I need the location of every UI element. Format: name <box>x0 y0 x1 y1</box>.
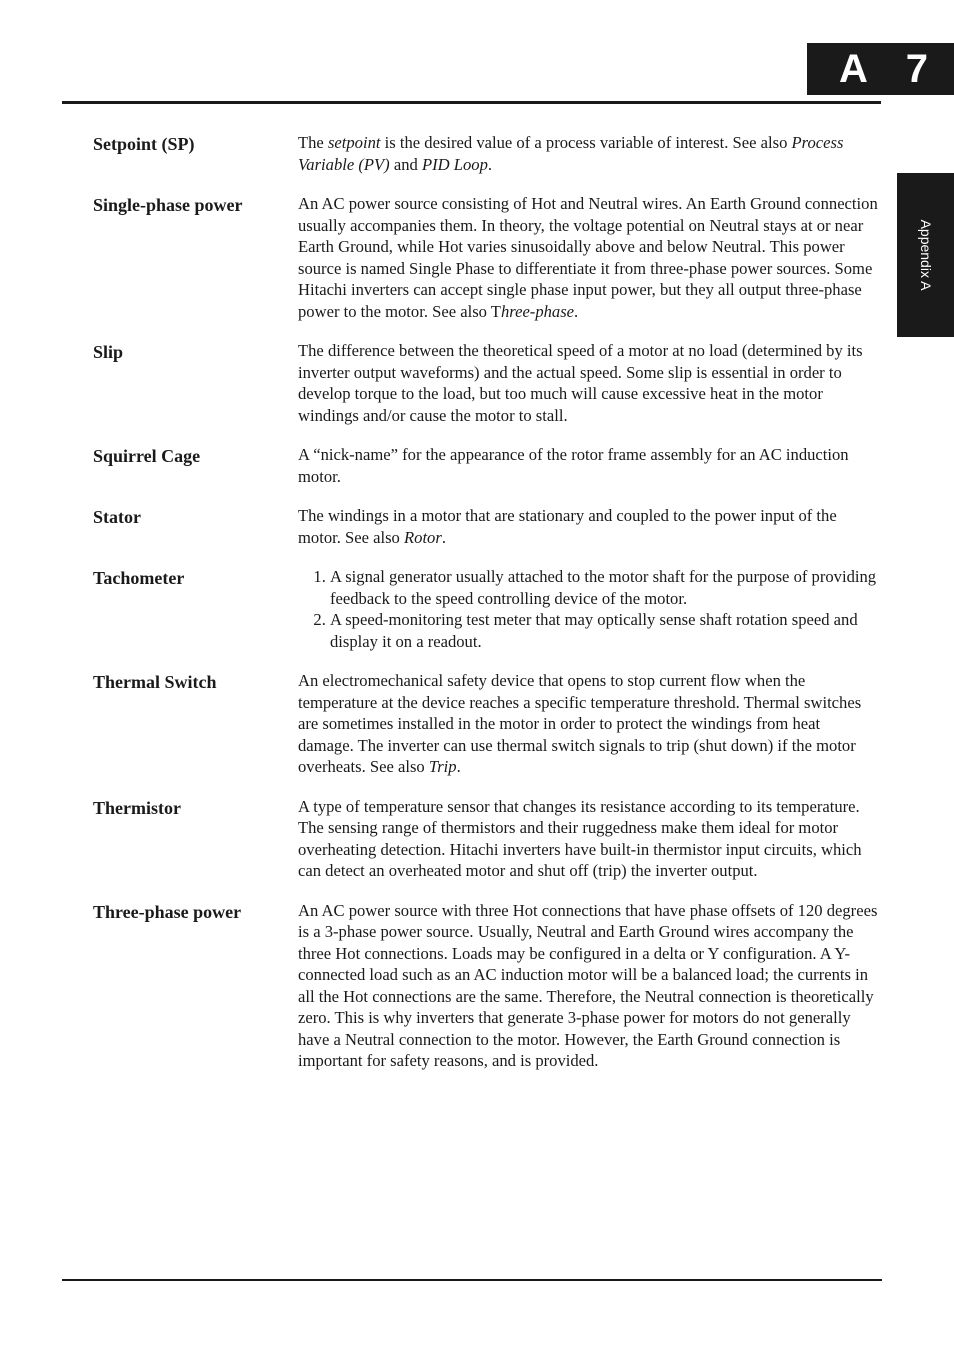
glossary-entry <box>93 193 883 322</box>
section-letter: A <box>839 46 868 91</box>
glossary-entry <box>93 132 883 175</box>
glossary-term: Stator <box>93 507 141 527</box>
glossary-definition <box>298 566 878 652</box>
glossary-term: Single-phase power <box>93 195 243 215</box>
appendix-side-tab <box>897 173 954 337</box>
footer-rule <box>62 1279 882 1281</box>
glossary-definition: The difference between the theoretical speed of a motor at no load (determined by its inverter output waveforms) and the actual speed. Some slip is essential in order to develop torque to the load, but too much will cause excessive heat in the motor windings and/or cause the motor to stall. <box>298 341 863 425</box>
glossary-definition: A type of temperature sensor that changes its resistance according to its temperature. The sensing range of thermistors and their ruggedness make them ideal for motor overheating detection. Hitachi inverters have built-in thermistor input circuits, which can detect an overheated motor and shut off (trip) the inverter output. <box>298 796 862 880</box>
glossary-term: Slip <box>93 342 124 362</box>
glossary-definition: An AC power source with three Hot connections that have phase offsets of 120 degrees is a 3-phase power source. Usually, Neutral and Earth Ground wires accompany the three Hot connections. Loads may be configured in a delta or Y configuration. A Y-connected load such as an AC induction motor will be a balanced load; the currents in all the Hot connections are the same. Therefore, the Neutral connection is theoretically zero. This is why inverters that generate 3-phase power for motors do not generally have a Neutral connection to the motor. However, the Earth Ground connection is important for safety reasons, and is provided. <box>298 900 878 1070</box>
glossary-definition: An electromechanical safety device that opens to stop current flow when the temperature at the device reaches a specific temperature threshold. Thermal switches are sometimes installed in the motor in order to protect the windings from heat damage. The inverter can use thermal switch signals to trip (shut down) if the motor overheats. See also Trip. <box>298 671 862 776</box>
numbered-list <box>298 566 878 652</box>
glossary-entry <box>93 505 883 548</box>
glossary-entry <box>93 900 883 1072</box>
glossary-definition: The setpoint is the desired value of a process variable of interest. See also Process Variable (PV) and PID Loop. <box>298 133 844 174</box>
page-number-tab <box>807 43 954 95</box>
glossary-term: Thermistor <box>93 797 181 818</box>
glossary-definition: An AC power source consisting of Hot and Neutral wires. An Earth Ground connection usually accompanies them. In theory, the voltage potential on Neutral stays at or near Earth Ground, while Hot varies sinusoidally above and below Neutral. This power source is named Single Phase to differentiate it from three-phase power sources. Some Hitachi inverters can accept single phase input power, but they all output three-phase power to the motor. See also Three-phase. <box>298 194 878 321</box>
list-item: 2. A speed-monitoring test meter that may optically sense shaft rotation speed and display it on a readout. <box>330 609 878 652</box>
glossary-term: Squirrel Cage <box>93 446 201 466</box>
glossary-entry <box>93 566 883 652</box>
glossary-term: Thermal Switch <box>93 672 217 692</box>
glossary-entry <box>93 444 883 487</box>
glossary-entry <box>93 340 883 426</box>
glossary-entries <box>93 132 883 1090</box>
glossary-entry <box>93 796 883 882</box>
glossary-definition: A “nick-name” for the appearance of the rotor frame assembly for an AC induction motor. <box>298 445 849 486</box>
header-rule <box>62 101 881 104</box>
list-item: 1. A signal generator usually attached to the motor shaft for the purpose of providing feedback to the speed controlling device of the motor. <box>330 566 878 609</box>
glossary-entry <box>93 670 883 778</box>
glossary-definition: The windings in a motor that are stationary and coupled to the power input of the motor. See also Rotor. <box>298 506 837 547</box>
glossary-term: Three-phase power <box>93 901 242 922</box>
glossary-term: Tachometer <box>93 568 185 588</box>
side-tab-label: Appendix A <box>917 219 934 291</box>
page-number: 7 <box>905 46 928 91</box>
glossary-term: Setpoint (SP) <box>93 134 195 154</box>
